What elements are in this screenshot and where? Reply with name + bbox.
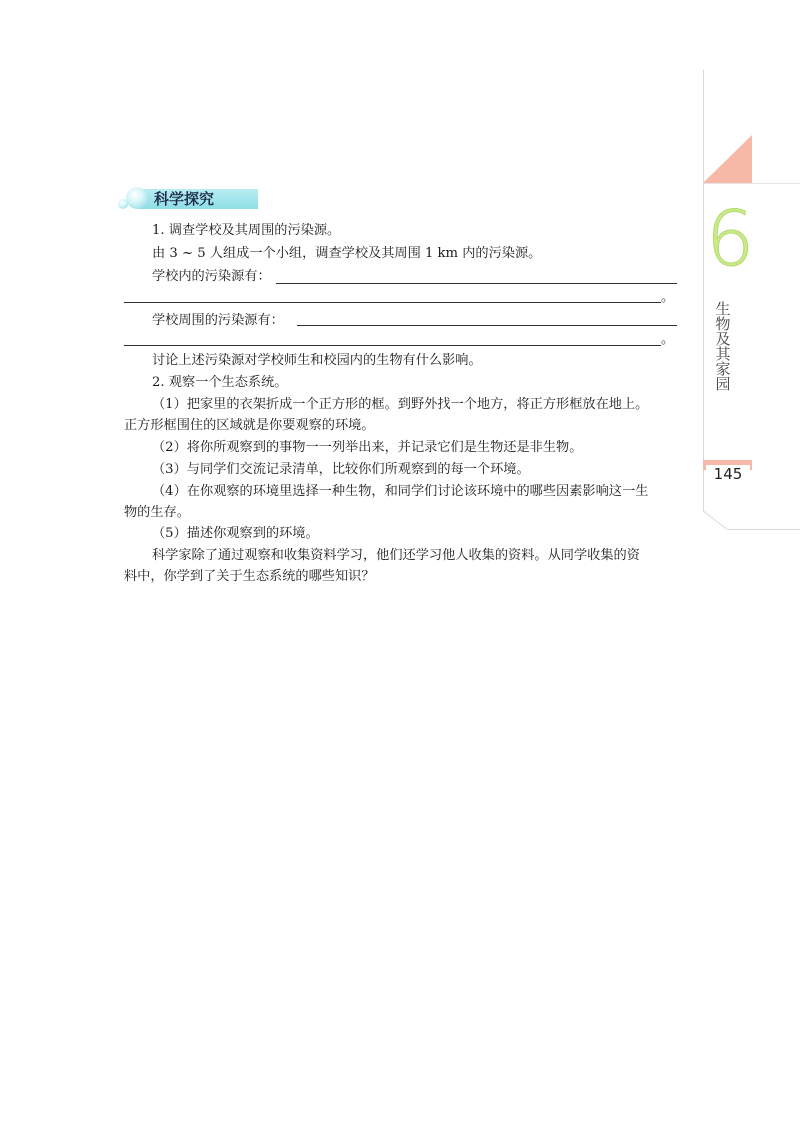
chapter-title-char: 园 (715, 375, 731, 393)
step4-line1: （4）在你观察的环境里选择一种生物，和同学们讨论该环境中的哪些因素影响这一生 (152, 484, 649, 499)
chapter-title-char: 其 (715, 345, 731, 363)
chapter-title-char: 及 (715, 330, 731, 348)
bubble-icon (126, 187, 148, 209)
closing-line2: 料中，你学到了关于生态系统的哪些知识？ (124, 569, 375, 584)
section-title: 科学探究 (154, 190, 215, 208)
step4-line2: 物的生存。 (124, 505, 190, 520)
chapter-title-char: 家 (715, 360, 731, 378)
chapter-title-char: 物 (715, 315, 731, 333)
school-sources-label: 学校内的污染源有： (152, 269, 271, 284)
surround-sources-label: 学校周围的污染源有： (152, 313, 284, 328)
step1-line2: 正方形框围住的区域就是你要观察的环境。 (124, 418, 375, 433)
school-sources-blank-line[interactable] (276, 283, 677, 284)
chapter-corner-triangle (703, 135, 752, 183)
school-sources-blank-line-2[interactable] (124, 302, 661, 303)
item1-instruction: 由 3 ~ 5 人组成一个小组，调查学校及其周围 1 km 内的污染源。 (152, 246, 542, 261)
item1-heading: 1. 调查学校及其周围的污染源。 (152, 223, 341, 238)
item2-heading: 2. 观察一个生态系统。 (152, 375, 288, 390)
section-heading (118, 185, 258, 215)
chapter-side-tab (703, 70, 800, 530)
step2-text: （2）将你所观察到的事物一一列举出来，并记录它们是生物还是非生物。 (152, 440, 583, 455)
tab-divider (703, 183, 800, 184)
tab-bottom-line (727, 529, 800, 530)
step5-text: （5）描述你观察到的环境。 (152, 526, 319, 541)
surround-sources-blank-line-2[interactable] (124, 345, 661, 346)
chapter-number: 6 (706, 194, 755, 283)
page-number: 145 (706, 465, 750, 483)
period-mark: 。 (661, 332, 675, 347)
closing-line1: 科学家除了通过观察和收集资料学习，他们还学习他人收集的资料。从同学收集的资 (152, 548, 640, 563)
period-mark: 。 (661, 290, 675, 305)
surround-sources-blank-line[interactable] (297, 325, 677, 326)
chapter-title (712, 302, 734, 392)
chapter-title-char: 生 (715, 300, 731, 318)
step3-text: （3）与同学们交流记录清单，比较你们所观察到的每一个环境。 (152, 462, 530, 477)
discuss-text: 讨论上述污染源对学校师生和校园内的生物有什么影响。 (152, 353, 482, 368)
step1-line1: （1）把家里的衣架折成一个正方形的框。到野外找一个地方，将正方形框放在地上。 (152, 397, 649, 412)
